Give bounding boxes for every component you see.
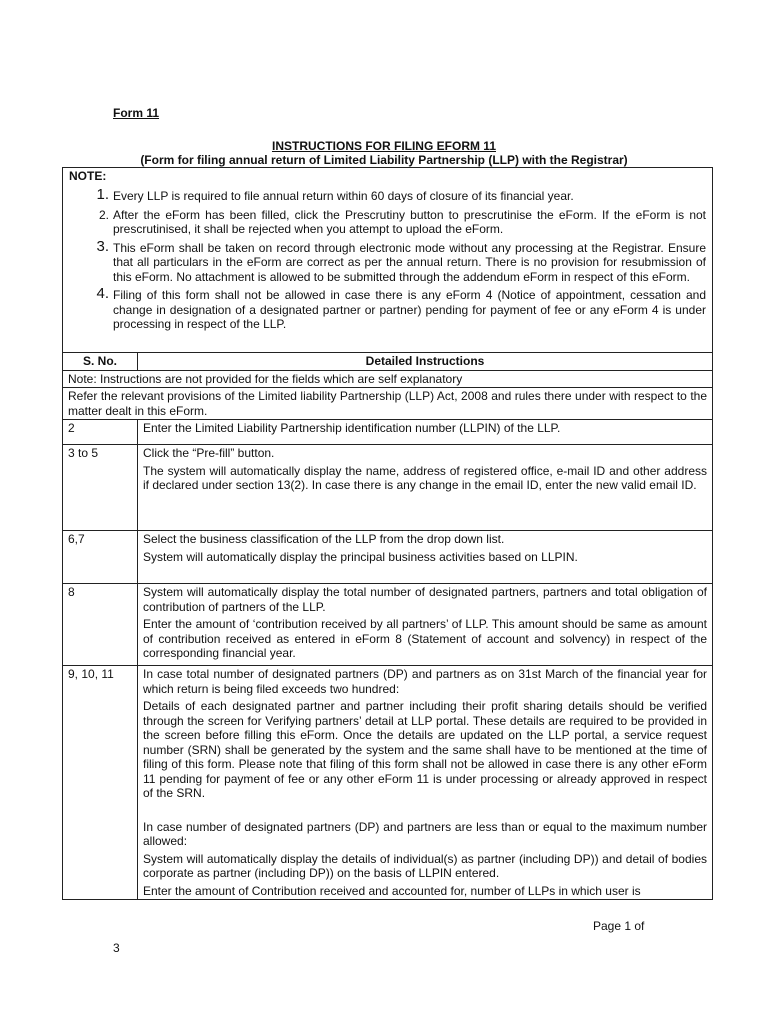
table-note-row: [63, 370, 713, 388]
table-row: [63, 666, 713, 900]
row-sno: 2: [63, 420, 138, 445]
row-instructions: [138, 531, 713, 584]
note-number: 1.: [96, 186, 109, 203]
instruction-para: Enter the amount of ‘contribution received by all partners’ of LLP. This amount should be same as amount of contribution received as entered in eForm 8 (Statement of account and solvency) in respect of the corresponding financial year.: [143, 617, 707, 660]
note-item: [69, 237, 706, 285]
note-number: 2.: [98, 207, 109, 222]
page-title: INSTRUCTIONS FOR FILING EFORM 11: [271, 139, 496, 153]
row-sno: 6,7: [63, 531, 138, 584]
instruction-para: Enter the amount of Contribution received and accounted for, number of LLPs in which user is: [143, 883, 641, 898]
note-text: Filing of this form shall not be allowed in case there is any eForm 4 (Notice of appointment, cessation and change in designation of a designated partner or partner) pending for payment of fee or any eForm 4 is under processing in respect of the LLP.: [113, 288, 706, 331]
table-row: [63, 420, 713, 445]
instruction-para: The system will automatically display the name, address of registered office, e-mail ID and other address if declared under section 13(2). In case there is any change in the email ID, enter the new valid email ID.: [143, 463, 707, 492]
instruction-para: In case number of designated partners (DP) and partners are less than or equal to the maximum number allowed:: [143, 819, 707, 848]
row-instructions: [138, 666, 713, 900]
note-text: After the eForm has been filled, click the Prescrutiny button to prescrutinise the eForm. If the eForm is not prescrutinised, it shall be rejected when you attempt to upload the eForm.: [113, 207, 706, 236]
note-number: 4.: [96, 285, 109, 302]
note-text: This eForm shall be taken on record through electronic mode without any processing at the Registrar. Ensure that all particulars in the eForm are correct as per the annual return. There is no provision for resubmission of this eForm. No attachment is allowed to be submitted through the addendum eForm in respect of this eForm.: [113, 240, 706, 284]
table-refer: Refer the relevant provisions of the Limited liability Partnership (LLP) Act, 2008 and rules there under with respect to the matter dealt in this eForm.: [63, 388, 713, 420]
table-row: [63, 584, 713, 666]
note-list: [69, 186, 706, 332]
table-row: [63, 445, 713, 531]
table-note: Note: Instructions are not provided for the fields which are self explanatory: [63, 370, 713, 388]
note-label: NOTE:: [69, 169, 107, 183]
page-subtitle: (Form for filing annual return of Limited Liability Partnership (LLP) with the Registrar): [140, 153, 628, 167]
header-instructions: Detailed Instructions: [138, 353, 713, 371]
note-number: 3.: [96, 237, 109, 255]
form-number: Form 11: [113, 106, 160, 120]
instruction-para: System will automatically display the details of individual(s) as partner (including DP)) and detail of bodies corporate as partner (including DP)) on the basis of LLPIN entered.: [143, 851, 707, 880]
note-section: [62, 167, 713, 353]
page-total: 3: [113, 941, 120, 955]
instruction-para: System will automatically display the principal business activities based on LLPIN.: [143, 549, 578, 564]
row-instructions: [138, 420, 713, 445]
note-item: [69, 186, 706, 204]
instruction-para: Select the business classification of the LLP from the drop down list.: [143, 532, 505, 546]
row-sno: 9, 10, 11: [63, 666, 138, 900]
page-number-label: Page 1 of: [593, 919, 645, 933]
row-sno: 8: [63, 584, 138, 666]
instruction-para: Details of each designated partner and partner including their profit sharing details should be verified through the screen for Verifying partners’ detail at LLP portal. These details are required to be provided in the screen before filling this eForm. Once the details are updated on the LLP portal, a service request number (SRN) shall be generated by the system and the same shall have to be mentioned at the time of filing of this form. Please note that filing of this form shall not be allowed in case there is any other eForm 11 pending for payment of fee or any other eForm 11 is under processing or already approved in respect of the SRN.: [143, 699, 707, 800]
note-text: Every LLP is required to file annual return within 60 days of closure of its financial year.: [113, 189, 574, 203]
table-header-row: [63, 353, 713, 371]
instructions-table: [62, 352, 713, 900]
header-sno: S. No.: [63, 353, 138, 371]
row-sno: 3 to 5: [63, 445, 138, 531]
instruction-para: Click the “Pre-fill” button.: [143, 446, 275, 460]
table-row: [63, 531, 713, 584]
instruction-para: Enter the Limited Liability Partnership identification number (LLPIN) of the LLP.: [143, 421, 561, 435]
note-item: [69, 285, 706, 332]
row-instructions: [138, 445, 713, 531]
instruction-para: System will automatically display the total number of designated partners, partners and total obligation of contribution of partners of the LLP.: [143, 585, 707, 614]
instruction-para: In case total number of designated partners (DP) and partners as on 31st March of the financial year for which return is being filed exceeds two hundred:: [143, 667, 707, 696]
spacer: [143, 804, 707, 820]
note-item: [69, 208, 706, 237]
row-instructions: [138, 584, 713, 666]
table-refer-row: [63, 388, 713, 420]
